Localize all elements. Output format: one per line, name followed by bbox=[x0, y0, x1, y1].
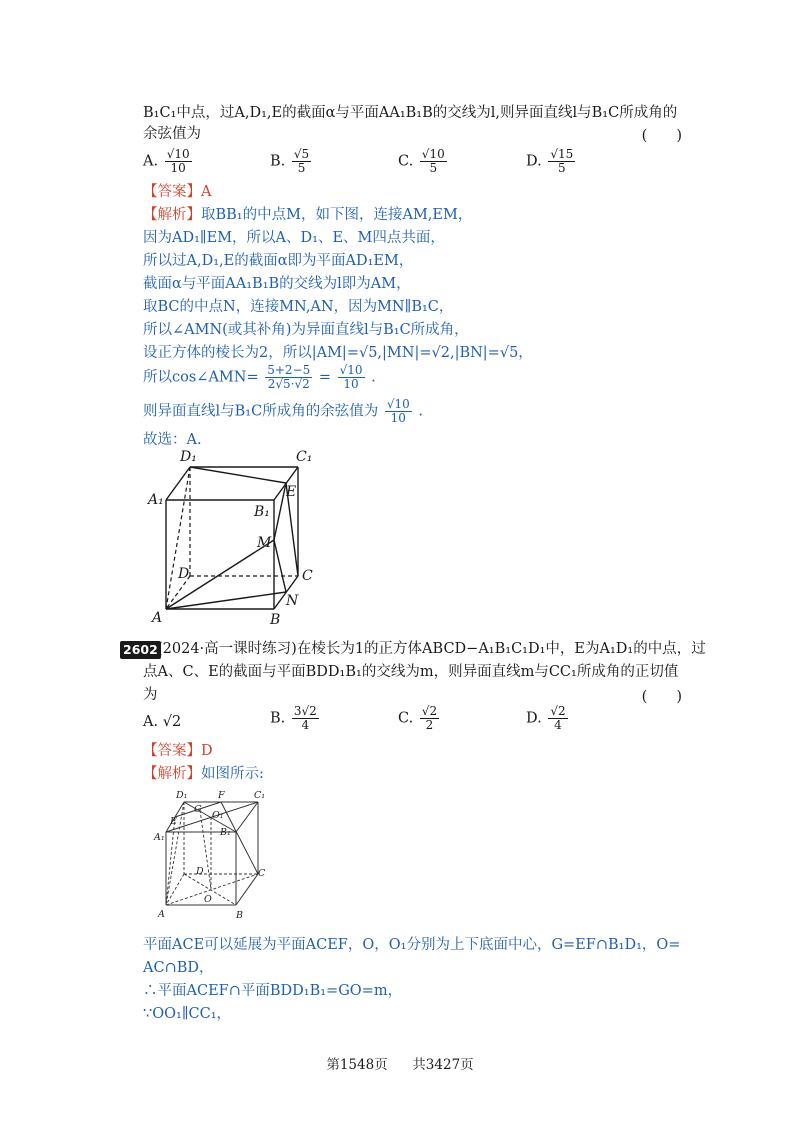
option-b[interactable]: B. $\frac{√5}{5}$ bbox=[270, 147, 310, 175]
label-o: O bbox=[204, 894, 212, 905]
conclusion-line: 则异面直线l与B₁C所成角的余弦值为 $\frac{√10}{10}$ . bbox=[143, 397, 423, 425]
option-c[interactable]: C. $\frac{√10}{5}$ bbox=[398, 147, 445, 175]
label-c: C bbox=[258, 868, 266, 879]
label-g: G bbox=[194, 804, 202, 815]
final-choice: 故选：A. bbox=[143, 432, 202, 448]
label-d1: D₁ bbox=[176, 790, 188, 801]
label-c1: C₁ bbox=[296, 449, 313, 465]
page-number: 第1548页 bbox=[326, 1057, 388, 1073]
analysis-line: 所以∠AMN(或其补角)为异面直线l与B₁C所成角， bbox=[143, 322, 469, 338]
label-d: D bbox=[178, 566, 190, 582]
label-c: C bbox=[302, 568, 313, 584]
cube-figure-2 bbox=[148, 790, 278, 922]
label-a: A bbox=[152, 610, 163, 626]
answer-blank: ( ) bbox=[641, 689, 682, 705]
label-b1: B₁ bbox=[220, 827, 231, 838]
label-c1: C₁ bbox=[254, 790, 266, 801]
option-c[interactable]: C. $\frac{√2}{2}$ bbox=[398, 704, 438, 732]
analysis-line: ∵OO₁∥CC₁， bbox=[143, 1006, 232, 1022]
label-d: D bbox=[196, 866, 204, 877]
analysis-line: 所以过A,D₁,E的截面α即为平面AD₁EM， bbox=[143, 253, 414, 269]
question-stem-line: 为 bbox=[143, 687, 158, 703]
question-stem-line: B₁C₁中点，过A,D₁,E的截面α与平面AA₁B₁B的交线为l,则异面直线l与B₁C所成角的 bbox=[143, 105, 678, 121]
label-a: A bbox=[158, 909, 165, 920]
label-m: M bbox=[257, 535, 272, 551]
analysis-line: AC∩BD， bbox=[143, 960, 214, 976]
label-o1: O₁ bbox=[212, 810, 224, 821]
label-e: E bbox=[286, 484, 297, 500]
analysis-line: 取BC的中点N，连接MN,AN，因为MN∥B₁C， bbox=[143, 299, 454, 315]
answer-line: 【答案】A bbox=[143, 184, 212, 200]
label-e: E bbox=[170, 816, 177, 827]
answer-value: D bbox=[201, 743, 213, 759]
label-b: B bbox=[236, 910, 243, 921]
analysis-line: 平面ACE可以延展为平面ACEF，O，O₁分别为上下底面中心，G=EF∩B₁D₁，O= bbox=[143, 937, 681, 953]
page-total: 共3427页 bbox=[412, 1057, 474, 1073]
label-a1: A₁ bbox=[154, 832, 165, 843]
question-stem-line: 点A、C、E的截面与平面BDD₁B₁的交线为m，则异面直线m与CC₁所成角的正切值 bbox=[143, 664, 679, 680]
analysis-line: 截面α与平面AA₁B₁B的交线为l即为AM， bbox=[143, 276, 411, 292]
question-stem-line: (2024·高一课时练习)在棱长为1的正方体ABCD−A₁B₁C₁D₁中，E为A₁D₁的中点，过 bbox=[157, 641, 706, 657]
answer-blank: ( ) bbox=[641, 128, 682, 144]
question-number: 2602 bbox=[120, 641, 161, 659]
option-d[interactable]: D. $\frac{√2}{4}$ bbox=[526, 704, 566, 732]
question-stem-line: 余弦值为 bbox=[143, 126, 201, 142]
cos-formula: 所以cos∠AMN= $\frac{5+2-5}{2√5\cdot√2}$ = $\frac{√10}{10}$ . bbox=[143, 363, 376, 391]
analysis-line: 【解析】如图所示: bbox=[143, 766, 264, 782]
label-d1: D₁ bbox=[180, 449, 197, 465]
answer-value: A bbox=[201, 184, 212, 200]
option-a[interactable]: A. $\frac{√10}{10}$ bbox=[143, 147, 190, 175]
label-b: B bbox=[270, 612, 281, 628]
cube-figure-1 bbox=[140, 446, 330, 631]
analysis-line: 因为AD₁∥EM，所以A、D₁、E、M四点共面， bbox=[143, 230, 445, 246]
label-n: N bbox=[286, 593, 299, 609]
analysis-line: 【解析】取BB₁的中点M，如下图，连接AM,EM， bbox=[143, 207, 473, 223]
label-f: F bbox=[218, 790, 225, 801]
label-b1: B₁ bbox=[254, 504, 270, 520]
analysis-line: ∴平面ACEF∩平面BDD₁B₁=GO=m， bbox=[143, 983, 403, 999]
option-b[interactable]: B. $\frac{3√2}{4}$ bbox=[270, 704, 317, 732]
option-a[interactable]: A. √2 bbox=[143, 714, 182, 730]
option-d[interactable]: D. $\frac{√15}{5}$ bbox=[526, 147, 574, 175]
page-footer bbox=[0, 1053, 800, 1073]
label-a1: A₁ bbox=[148, 492, 164, 508]
answer-line: 【答案】D bbox=[143, 743, 213, 759]
analysis-line: 设正方体的棱长为2，所以|AM|=√5,|MN|=√2,|BN|=√5， bbox=[143, 345, 533, 361]
